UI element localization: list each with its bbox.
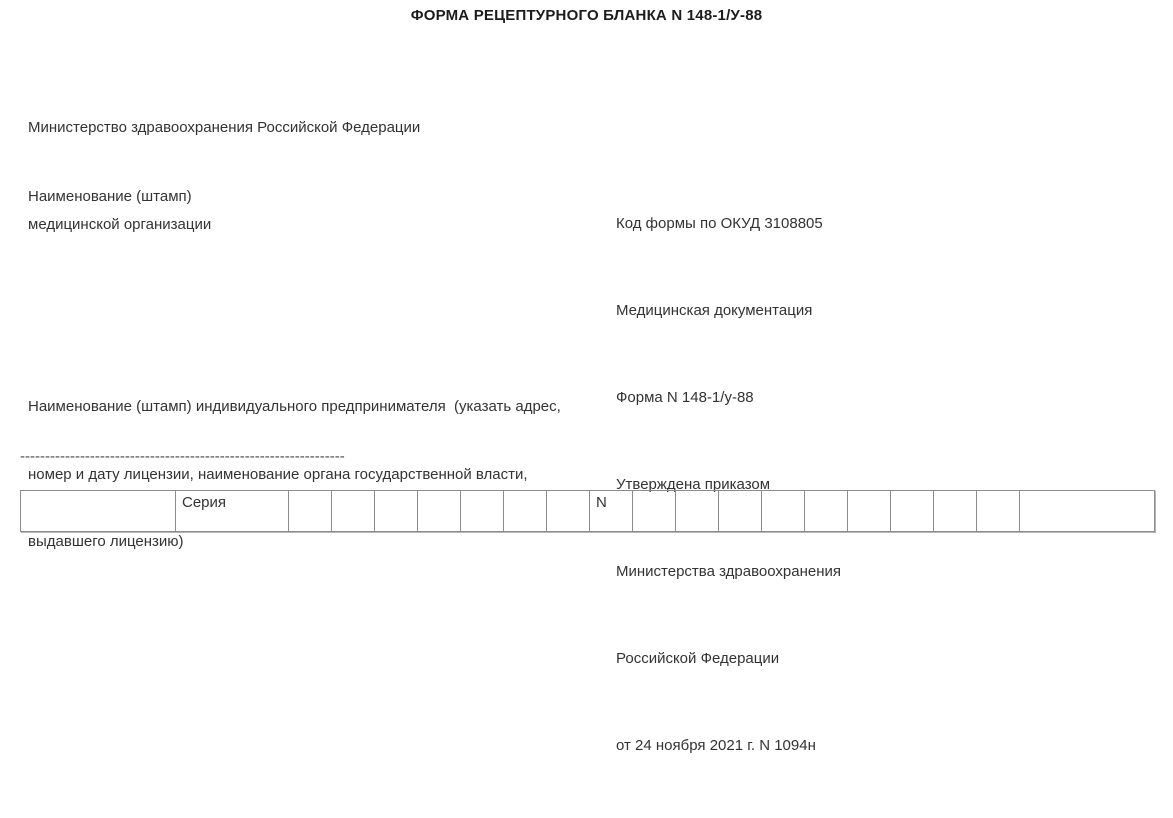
series-number-table [20,490,1155,532]
series-label-cell: Серия [176,491,289,532]
table-cell-empty-right [1020,491,1155,532]
org-stamp-label-line2: медицинской организации [28,216,212,233]
table-cell-empty-left [21,491,176,532]
form-approval-block [616,151,841,818]
order-date-line: от 24 ноября 2021 г. N 1094н [616,737,816,754]
entrepreneur-stamp-note [28,351,561,599]
series-digit-cell [418,491,461,532]
ministry-of-line: Министерства здравоохранения [616,563,841,580]
form-number-line: Форма N 148-1/у-88 [616,389,754,406]
number-digit-cell [848,491,891,532]
number-digit-cell [676,491,719,532]
okud-code-line: Код формы по ОКУД 3108805 [616,215,823,232]
number-digit-cell [762,491,805,532]
number-digit-cell [633,491,676,532]
dashed-divider: ----------------------------------------------------------------- [20,448,345,465]
ministry-name-line: Министерство здравоохранения Российской Федерации [28,119,421,136]
series-digit-cell [375,491,418,532]
series-digit-cell [504,491,547,532]
series-digit-cell [461,491,504,532]
series-digit-cell [289,491,332,532]
entrepreneur-note-line2: номер и дату лицензии, наименование органа государственной власти, [28,465,528,483]
number-digit-cell [891,491,934,532]
entrepreneur-note-line3: выдавшего лицензию) [28,533,184,550]
number-digit-cell [719,491,762,532]
number-label-cell: N [590,491,633,532]
series-digit-cell [332,491,375,532]
medical-doc-line: Медицинская документация [616,302,813,319]
series-digit-cell [547,491,590,532]
federation-line: Российской Федерации [616,650,780,667]
entrepreneur-note-line1: Наименование (штамп) индивидуального предпринимателя (указать адрес, [28,398,561,415]
document-title: ФОРМА РЕЦЕПТУРНОГО БЛАНКА N 148-1/У-88 [410,7,763,24]
number-digit-cell [805,491,848,532]
series-table-row [21,491,1155,532]
org-stamp-label-line1: Наименование (штамп) [28,188,192,205]
number-digit-cell [934,491,977,532]
approved-by-line: Утверждена приказом [616,476,771,493]
number-digit-cell [977,491,1020,532]
